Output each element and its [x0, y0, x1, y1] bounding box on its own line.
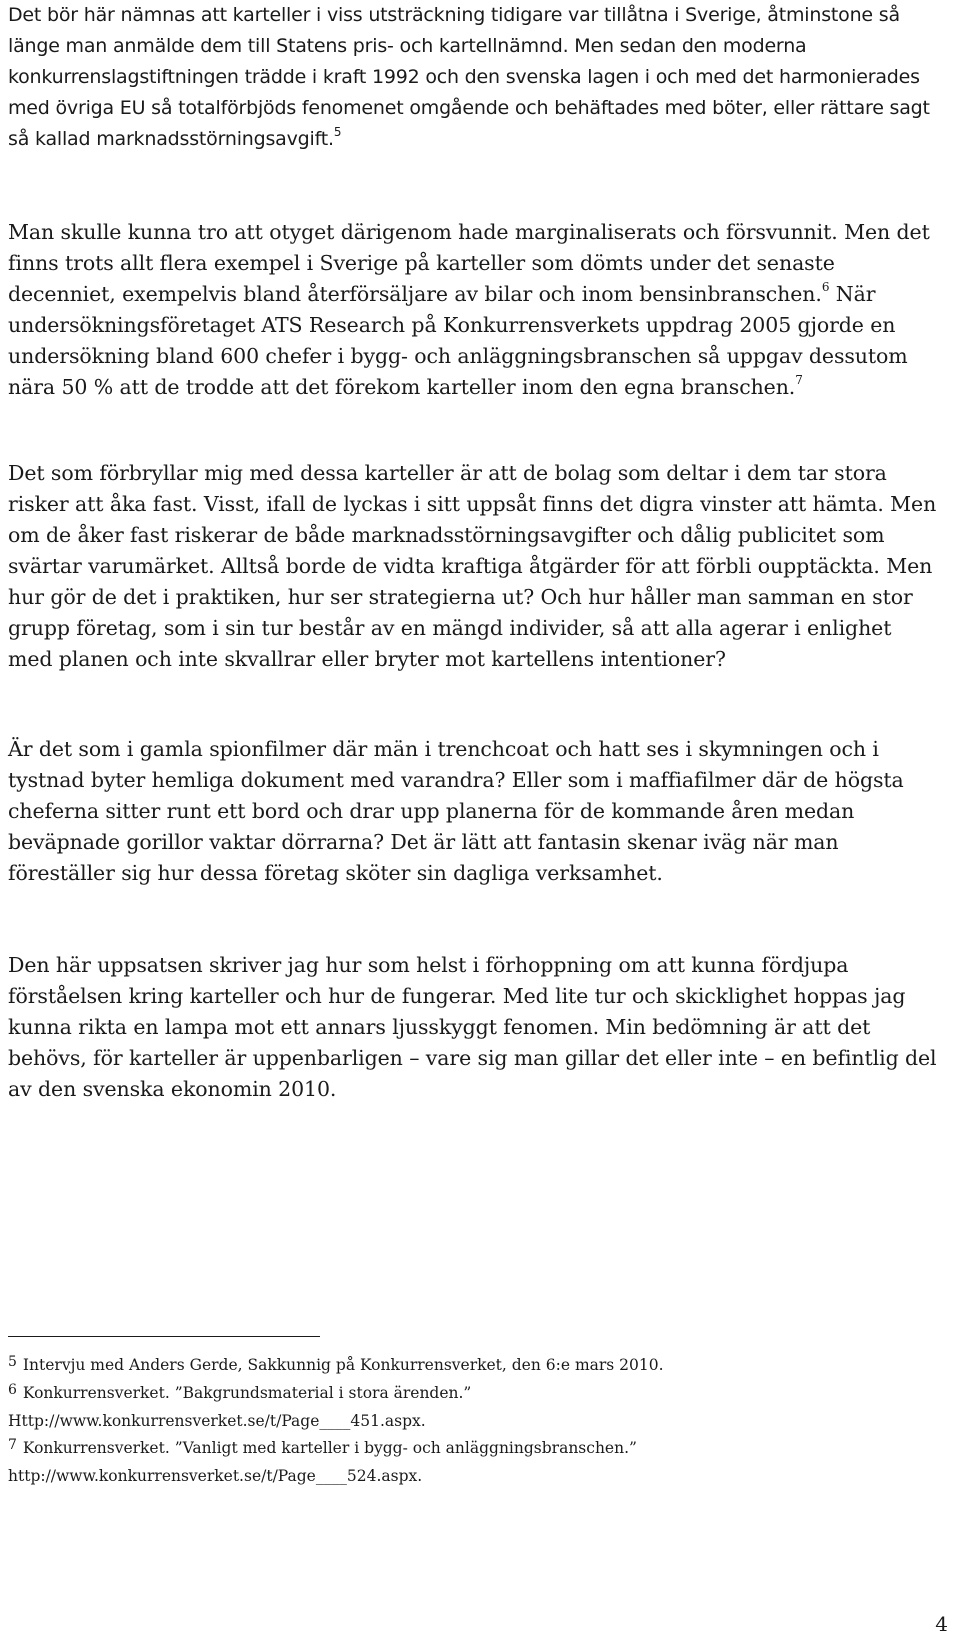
footnote-6-url-line	[8, 1408, 938, 1435]
paragraph-2-text-b: När undersökningsföretaget ATS Research på Konkurrensverkets uppdrag 2005 gjorde en undersökning bland 600 chefer i bygg- och anläggningsbranschen så uppgav dessutom nära 50 % att de trodde att det förekom karteller inom den egna branschen.	[8, 282, 908, 399]
footnote-ref-5[interactable]: 5	[333, 124, 342, 139]
footnote-6-number: 6	[8, 1382, 17, 1398]
footnote-7-url-line	[8, 1463, 938, 1490]
paragraph-1	[8, 0, 938, 155]
paragraph-3: Det som förbryllar mig med dessa karteller är att de bolag som deltar i dem tar stora risker att åka fast. Visst, ifall de lyckas i sitt uppsåt finns det digra vinster att hämta. Men om de åker fast riskerar de både marknadsstörningsavgifter och dålig publicitet som svärtar varumärket. Alltså borde de vidta kraftiga åtgärder för att förbli oupptäckta. Men hur gör de det i praktiken, hur ser strategierna ut? Och hur håller man samman en stor grupp företag, som i sin tur består av en mängd individer, så att alla agerar i enlighet med planen och inte skvallrar eller bryter mot kartellens intentioner?	[8, 461, 937, 671]
paragraph-4: Är det som i gamla spionfilmer där män i trenchcoat och hatt ses i skymningen och i tystnad byter hemliga dokument med varandra? Eller som i maffiafilmer där de högsta cheferna sitter runt ett bord och drar upp planerna för de kommande åren medan beväpnade gorillor vaktar dörrarna? Det är lätt att fantasin skenar iväg när man föreställer sig hur dessa företag sköter sin dagliga verksamhet.	[8, 737, 904, 885]
footnote-ref-6[interactable]: 6	[821, 280, 830, 295]
paragraph-2-text-a: Man skulle kunna tro att otyget därigenom hade marginaliserats och försvunnit. Men det finns trots allt flera exempel i Sverige på karteller som dömts under det senaste decenniet, exempelvis bland återförsäljare av bilar och inom bensinbranschen.	[8, 220, 930, 306]
footnotes-section	[8, 1352, 938, 1490]
footnote-separator	[8, 1336, 320, 1337]
footnote-5-text: Intervju med Anders Gerde, Sakkunnig på Konkurrensverket, den 6:e mars 2010.	[22, 1356, 664, 1374]
footnote-6	[8, 1380, 938, 1408]
footnote-6-url[interactable]: Http://www.konkurrensverket.se/t/Page____451.aspx.	[8, 1412, 426, 1430]
footnote-7-url[interactable]: http://www.konkurrensverket.se/t/Page____524.aspx.	[8, 1467, 423, 1485]
footnote-6-text: Konkurrensverket. ”Bakgrundsmaterial i stora ärenden.”	[22, 1384, 472, 1402]
page-number: 4	[935, 1612, 948, 1636]
footnote-5-number: 5	[8, 1354, 17, 1370]
paragraph-5: Den här uppsatsen skriver jag hur som helst i förhoppning om att kunna fördjupa förståelsen kring karteller och hur de fungerar. Med lite tur och skicklighet hoppas jag kunna rikta en lampa mot ett annars ljusskyggt fenomen. Min bedömning är att det behövs, för karteller är uppenbarligen – vare sig man gillar det eller inte – en befintlig del av den svenska ekonomin 2010.	[8, 953, 937, 1101]
footnote-7-text: Konkurrensverket. ”Vanligt med karteller i bygg- och anläggningsbranschen.”	[22, 1439, 637, 1457]
footnote-7	[8, 1435, 938, 1463]
footnote-7-number: 7	[8, 1437, 17, 1453]
footnote-ref-7[interactable]: 7	[795, 373, 803, 388]
paragraph-1-text: Det bör här nämnas att karteller i viss utsträckning tidigare var tillåtna i Sverige, åtminstone så länge man anmälde dem till Statens pris- och kartellnämnd. Men sedan den moderna konkurrenslagstiftningen trädde i kraft 1992 och den svenska lagen i och med det harmonierades med övriga EU så totalförbjöds fenomenet omgående och behäftades med böter, eller rättare sagt så kallad marknadsstörningsavgift.	[8, 4, 930, 150]
paragraph-2	[8, 217, 938, 403]
footnote-5	[8, 1352, 938, 1380]
